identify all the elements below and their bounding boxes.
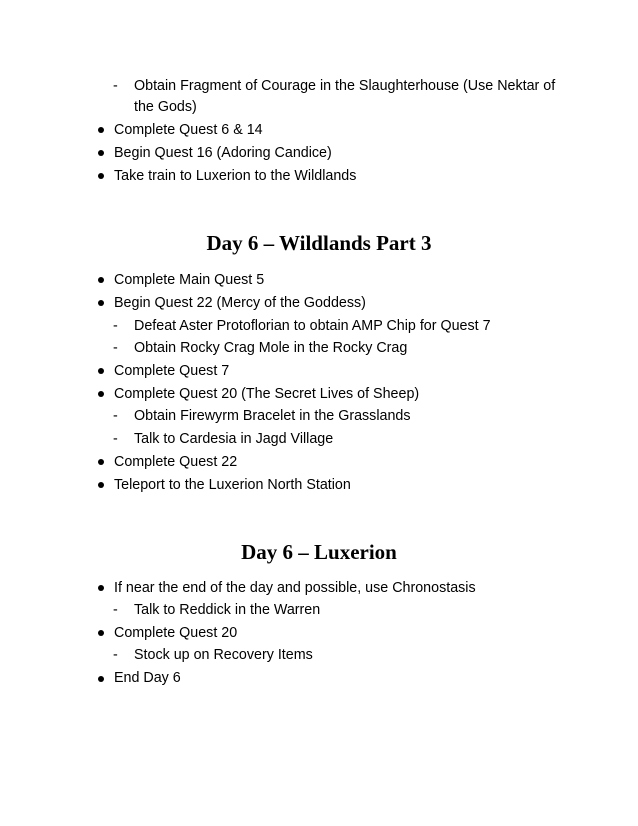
sub-item: Talk to Reddick in the Warren xyxy=(134,602,321,618)
sub-item: Obtain Rocky Crag Mole in the Rocky Crag xyxy=(134,340,408,356)
list-item: Complete Quest 20 xyxy=(114,625,238,641)
bullet-icon xyxy=(98,127,104,133)
list-item: Take train to Luxerion to the Wildlands xyxy=(114,168,357,184)
bullet-icon xyxy=(98,368,104,374)
sub-item-fragment-of-courage: Obtain Fragment of Courage in the Slaughterhouse (Use Nektar of xyxy=(134,78,556,94)
sub-item-fragment-continuation: the Gods) xyxy=(134,99,197,115)
section-heading-luxerion: Day 6 – Luxerion xyxy=(241,540,397,564)
sub-item: Defeat Aster Protoflorian to obtain AMP Chip for Quest 7 xyxy=(134,318,491,334)
bullet-icon xyxy=(98,630,104,636)
list-item: End Day 6 xyxy=(114,670,181,686)
dash-marker: - xyxy=(113,431,118,447)
dash-marker: - xyxy=(113,340,118,356)
bullet-icon xyxy=(98,459,104,465)
list-item: Complete Quest 20 (The Secret Lives of Sheep) xyxy=(114,386,420,402)
sub-item: Obtain Firewyrm Bracelet in the Grasslands xyxy=(134,408,411,424)
list-item: Complete Quest 22 xyxy=(114,454,238,470)
list-item: Teleport to the Luxerion North Station xyxy=(114,477,351,493)
dash-marker: - xyxy=(113,647,118,663)
dash-marker: - xyxy=(113,78,118,94)
bullet-icon xyxy=(98,300,104,306)
list-item: Begin Quest 16 (Adoring Candice) xyxy=(114,145,332,161)
list-item: Complete Main Quest 5 xyxy=(114,272,265,288)
bullet-icon xyxy=(98,676,104,682)
bullet-icon xyxy=(98,150,104,156)
bullet-icon xyxy=(98,585,104,591)
section-heading-wildlands: Day 6 – Wildlands Part 3 xyxy=(206,231,432,255)
list-item: Complete Quest 7 xyxy=(114,363,230,379)
dash-marker: - xyxy=(113,318,118,334)
bullet-icon xyxy=(98,391,104,397)
dash-marker: - xyxy=(113,408,118,424)
bullet-icon xyxy=(98,277,104,283)
sub-item: Talk to Cardesia in Jagd Village xyxy=(134,431,334,447)
list-item: If near the end of the day and possible, use Chronostasis xyxy=(114,580,476,596)
list-item: Begin Quest 22 (Mercy of the Goddess) xyxy=(114,295,366,311)
dash-marker: - xyxy=(113,602,118,618)
bullet-icon xyxy=(98,482,104,488)
sub-item: Stock up on Recovery Items xyxy=(134,647,313,663)
bullet-icon xyxy=(98,173,104,179)
list-item: Complete Quest 6 & 14 xyxy=(114,122,263,138)
